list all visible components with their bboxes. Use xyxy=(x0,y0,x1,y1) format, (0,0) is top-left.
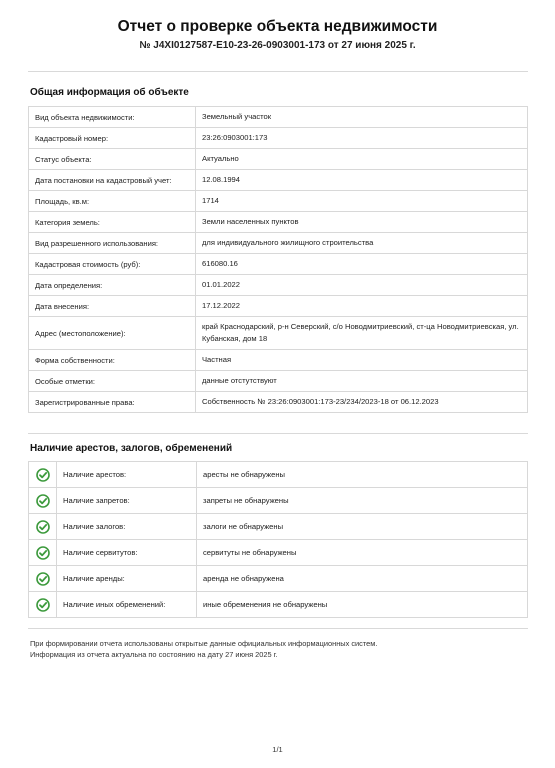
table-row xyxy=(29,275,528,296)
row-label: Наличие запретов: xyxy=(57,488,197,514)
check-circle-icon xyxy=(36,468,50,482)
check-circle-icon xyxy=(36,520,50,534)
row-label: Зарегистрированные права: xyxy=(29,392,196,413)
table-row xyxy=(29,317,528,350)
table-row xyxy=(29,514,528,540)
table-row xyxy=(29,212,528,233)
check-circle-icon xyxy=(36,494,50,508)
row-value: запреты не обнаружены xyxy=(197,488,528,514)
table-row xyxy=(29,149,528,170)
table-row xyxy=(29,592,528,618)
row-label: Дата внесения: xyxy=(29,296,196,317)
table-row xyxy=(29,233,528,254)
table-row xyxy=(29,170,528,191)
report-number: № J4XI0127587-E10-23-26-0903001-173 от 27 июня 2025 г. xyxy=(139,40,416,51)
row-value: аренда не обнаружена xyxy=(197,566,528,592)
row-label: Адрес (местоположение): xyxy=(29,317,196,350)
table-row xyxy=(29,488,528,514)
row-value: 12.08.1994 xyxy=(196,170,528,191)
row-value: залоги не обнаружены xyxy=(197,514,528,540)
row-label: Наличие иных обременений: xyxy=(57,592,197,618)
row-label: Дата определения: xyxy=(29,275,196,296)
row-value: Земли населенных пунктов xyxy=(196,212,528,233)
check-circle-icon xyxy=(36,572,50,586)
row-value: аресты не обнаружены xyxy=(197,462,528,488)
row-label: Статус объекта: xyxy=(29,149,196,170)
general-info-table xyxy=(28,106,528,413)
section-title-encumbrances: Наличие арестов, залогов, обременений xyxy=(30,443,233,454)
report-title: Отчет о проверке объекта недвижимости xyxy=(117,18,438,35)
table-row xyxy=(29,350,528,371)
row-value: сервитуты не обнаружены xyxy=(197,540,528,566)
check-circle-icon xyxy=(36,546,50,560)
row-label: Наличие залогов: xyxy=(57,514,197,540)
row-label: Дата постановки на кадастровый учет: xyxy=(29,170,196,191)
divider xyxy=(28,71,528,72)
row-label: Категория земель: xyxy=(29,212,196,233)
table-row xyxy=(29,128,528,149)
table-row xyxy=(29,566,528,592)
row-value: для индивидуального жилищного строительства xyxy=(196,233,528,254)
row-value: данные отстутствуют xyxy=(196,371,528,392)
row-label: Наличие аренды: xyxy=(57,566,197,592)
row-value: 01.01.2022 xyxy=(196,275,528,296)
row-value: 23:26:0903001:173 xyxy=(196,128,528,149)
row-value: Земельный участок xyxy=(196,107,528,128)
footnote-line: При формировании отчета использованы открытые данные официальных информационных систем. xyxy=(30,639,378,648)
row-label: Форма собственности: xyxy=(29,350,196,371)
divider xyxy=(28,628,528,629)
table-row xyxy=(29,371,528,392)
row-value: 1714 xyxy=(196,191,528,212)
row-value: 616080.16 xyxy=(196,254,528,275)
row-value: край Краснодарский, р-н Северский, с/о Новодмитриевский, ст-ца Новодмитриевская, ул. Кубанская, дом 18 xyxy=(196,317,528,350)
section-title-general: Общая информация об объекте xyxy=(30,87,189,98)
row-label: Площадь, кв.м: xyxy=(29,191,196,212)
table-row xyxy=(29,296,528,317)
row-label: Кадастровый номер: xyxy=(29,128,196,149)
table-row xyxy=(29,107,528,128)
table-row xyxy=(29,462,528,488)
encumbrances-table xyxy=(28,461,528,618)
row-label: Вид объекта недвижимости: xyxy=(29,107,196,128)
footnote-line: Информация из отчета актуальна по состоянию на дату 27 июня 2025 г. xyxy=(30,650,278,659)
row-label: Кадастровая стоимость (руб): xyxy=(29,254,196,275)
row-value: 17.12.2022 xyxy=(196,296,528,317)
table-row xyxy=(29,254,528,275)
table-row xyxy=(29,540,528,566)
row-value: Частная xyxy=(196,350,528,371)
footnote xyxy=(30,638,377,660)
check-circle-icon xyxy=(36,598,50,612)
table-row xyxy=(29,191,528,212)
row-label: Наличие арестов: xyxy=(57,462,197,488)
row-value: Актуально xyxy=(196,149,528,170)
table-row xyxy=(29,392,528,413)
row-value: Собственность № 23:26:0903001:173-23/234/2023-18 от 06.12.2023 xyxy=(196,392,528,413)
row-label: Вид разрешенного использования: xyxy=(29,233,196,254)
page-number: 1/1 xyxy=(272,745,283,754)
divider xyxy=(28,433,528,434)
row-value: иные обременения не обнаружены xyxy=(197,592,528,618)
row-label: Особые отметки: xyxy=(29,371,196,392)
row-label: Наличие сервитутов: xyxy=(57,540,197,566)
